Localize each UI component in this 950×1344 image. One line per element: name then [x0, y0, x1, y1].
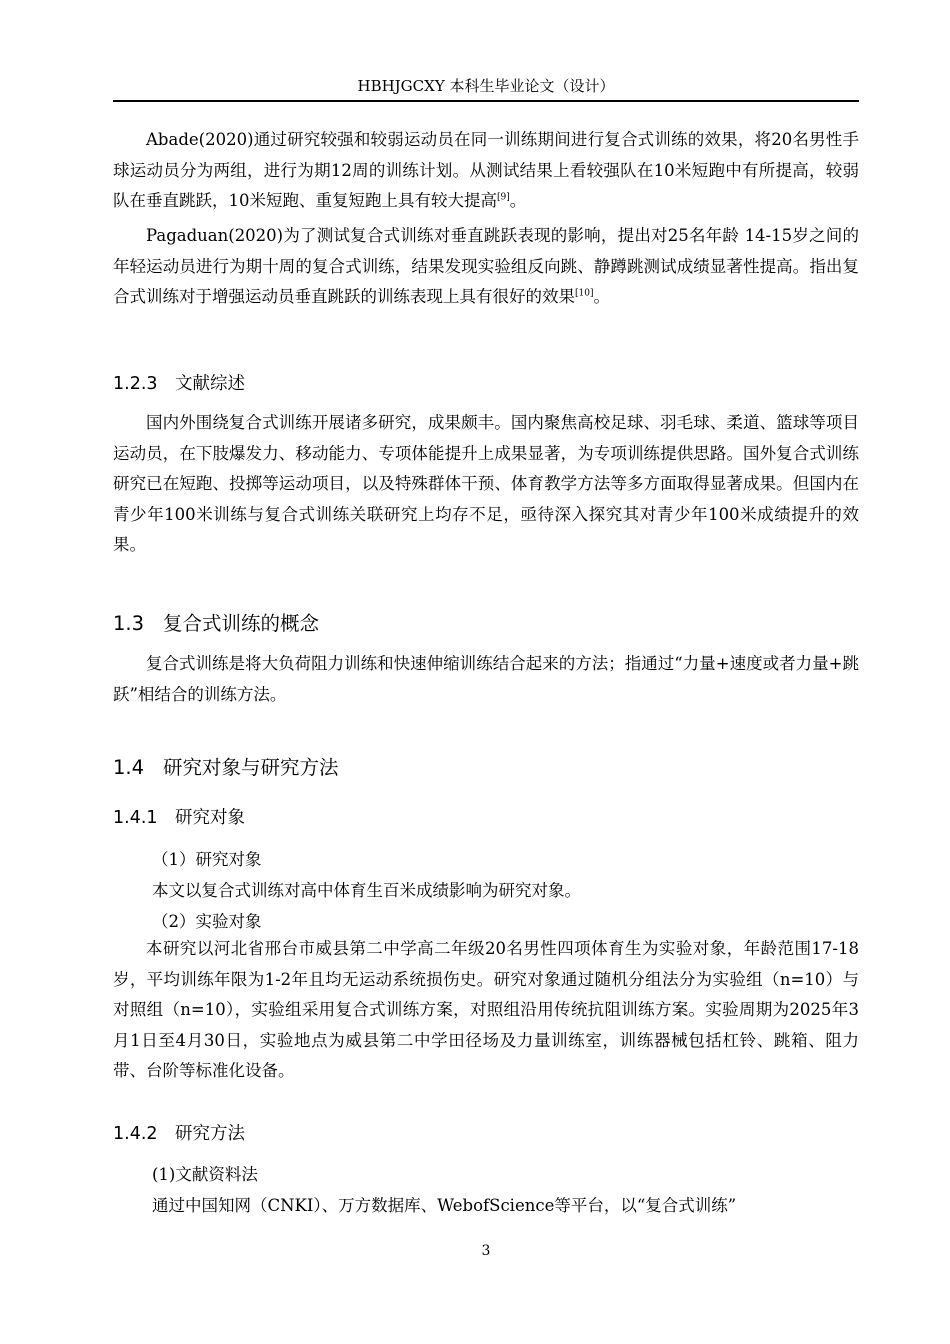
header-divider	[113, 100, 859, 102]
heading-title: 研究方法	[175, 1124, 245, 1144]
heading-title: 研究对象与研究方法	[163, 756, 339, 779]
paragraph-experiment: 本研究以河北省邢台市威县第二中学高二年级20名男性四项体育生为实验对象，年龄范围17-18岁，平均训练年限为1-2年且均无运动系统损伤史。研究对象通过随机分组法分为实验组（n=10）与对照组（n=10），实验组采用复合式训练方案，对照组沿用传统抗阻训练方案。实验周期为2025年3月1日至4月30日，实验地点为威县第二中学田径场及力量训练室，训练器械包括杠铃、跳箱、阻力带、台阶等标准化设备。	[113, 939, 859, 1080]
heading-title: 文献综述	[175, 374, 245, 394]
heading-number: 1.3	[113, 612, 145, 635]
citation-9: [9]	[497, 192, 510, 203]
page-number: 3	[481, 1243, 491, 1259]
page-header: HBHJGCXY 本科生毕业论文（设计）	[357, 77, 615, 95]
heading-number: 1.4	[113, 756, 145, 779]
paragraph-concept: 复合式训练是将大负荷阻力训练和快速伸缩训练结合起来的方法；指通过“力量+速度或者力量+跳跃”相结合的训练方法。	[113, 654, 859, 704]
paragraph-abade-end: 。	[509, 191, 527, 210]
heading-number: 1.2.3	[113, 374, 158, 394]
heading-number: 1.4.2	[113, 1124, 158, 1144]
heading-number: 1.4.1	[113, 808, 158, 828]
literature-text: 通过中国知网（CNKI）、万方数据库、WebofScience等平台，以“复合式训练”	[152, 1196, 737, 1215]
paragraph-abade	[113, 125, 859, 217]
paragraph-pagaduan-end: 。	[593, 287, 610, 306]
heading-title: 研究对象	[175, 808, 245, 828]
paragraph-pagaduan-text: Pagaduan(2020)为了测试复合式训练对垂直跳跃表现的影响，提出对25名年龄 14-15岁之间的年轻运动员进行为期十周的复合式训练，结果发现实验组反向跳、静蹲跳测试成绩显著性提高。指出复合式训练对于增强运动员垂直跳跃的训练表现上具有很好的效果	[113, 226, 859, 306]
heading-1-3	[113, 608, 319, 636]
item-object-label: （1）研究对象	[152, 850, 262, 869]
paragraph-abade-text: Abade(2020)通过研究较强和较弱运动员在同一训练期间进行复合式训练的效果，将20名男性手球运动员分为两组，进行为期12周的训练计划。从测试结果上看较强队在10米短跑中有所提高，较弱队在垂直跳跃，10米短跑、重复短跑上具有较大提高	[113, 130, 859, 210]
paragraph-review: 国内外围绕复合式训练开展诸多研究，成果颇丰。国内聚焦高校足球、羽毛球、柔道、篮球等项目运动员，在下肢爆发力、移动能力、专项体能提升上成果显著，为专项训练提供思路。国外复合式训练研究已在短跑、投掷等运动项目，以及特殊群体干预、体育教学方法等多方面取得显著成果。但国内在青少年100米训练与复合式训练关联研究上均存不足，亟待深入探究其对青少年100米成绩提升的效果。	[113, 413, 859, 554]
item-literature-label: (1)文献资料法	[152, 1165, 258, 1184]
object-text: 本文以复合式训练对高中体育生百米成绩影响为研究对象。	[152, 881, 581, 900]
heading-title: 复合式训练的概念	[163, 612, 320, 635]
item-experiment-label: （2）实验对象	[152, 912, 262, 931]
heading-1-4-1	[113, 804, 245, 829]
heading-1-4-2	[113, 1120, 245, 1145]
paragraph-pagaduan	[113, 221, 859, 313]
heading-1-2-3	[113, 370, 245, 395]
heading-1-4	[113, 752, 339, 780]
citation-10: [10]	[575, 288, 594, 299]
